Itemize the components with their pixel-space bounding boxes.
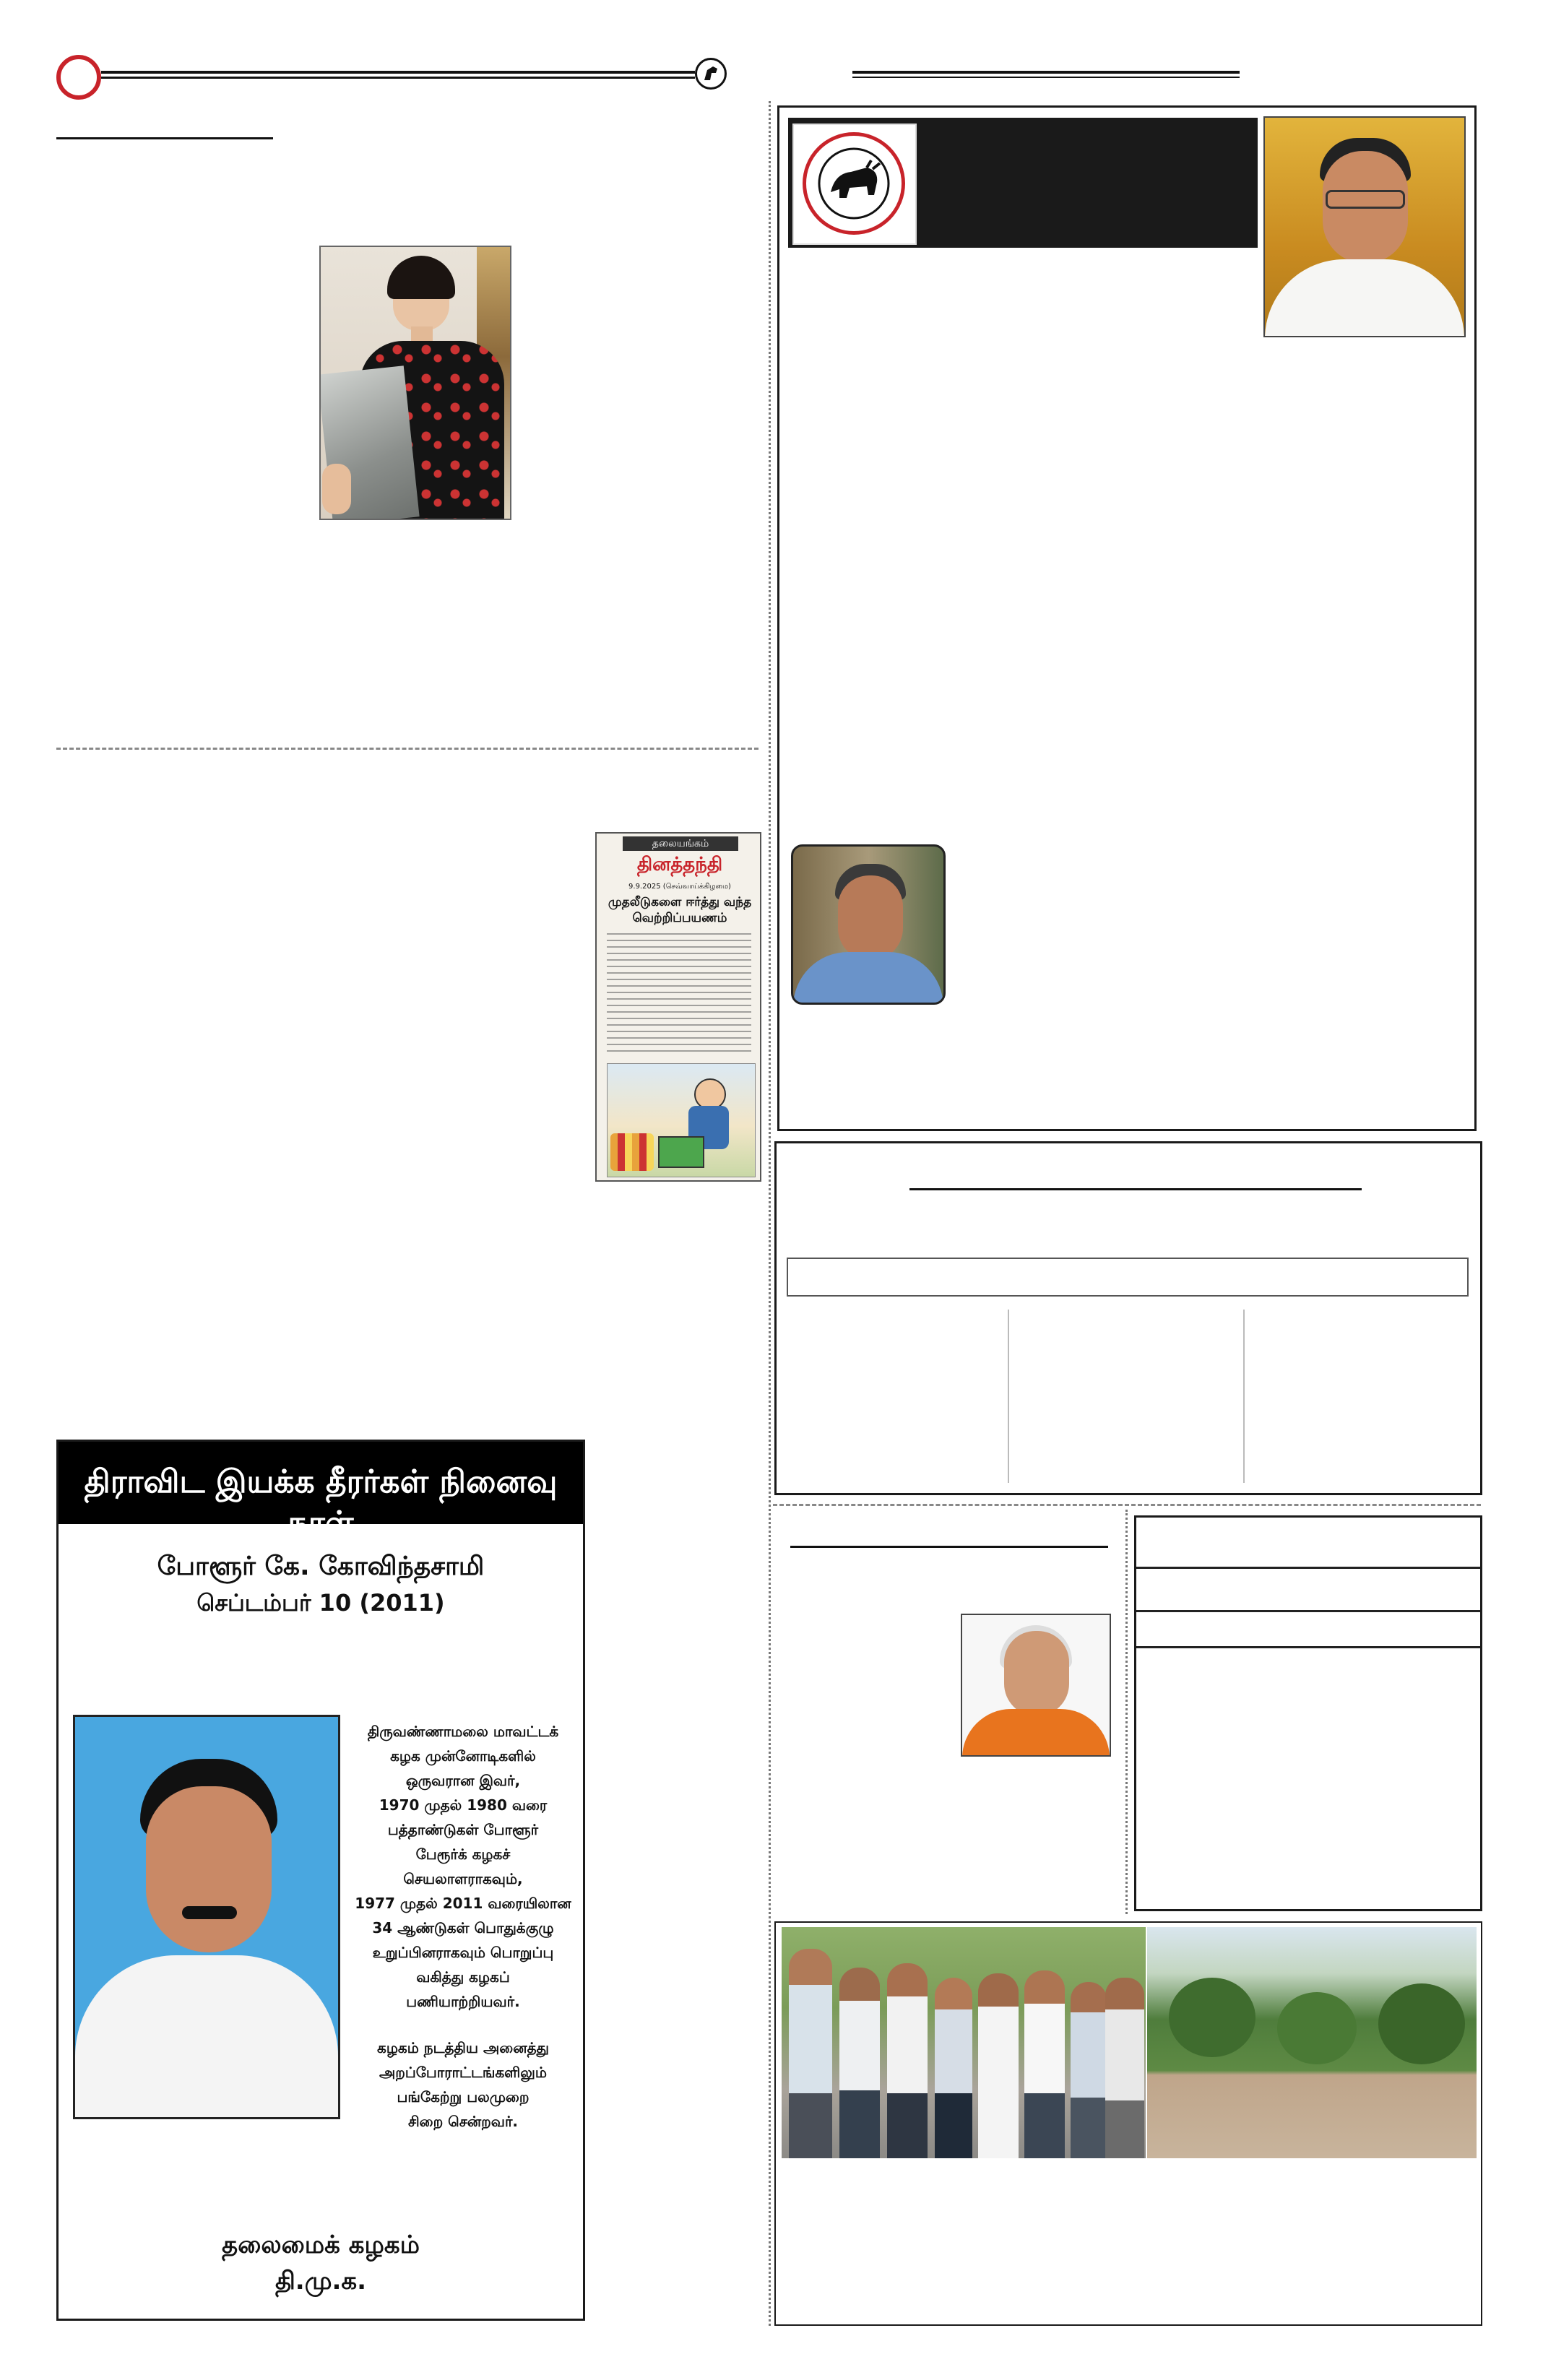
- woman-with-book-photo: [319, 246, 511, 520]
- cartoon-crowd: [610, 1133, 654, 1171]
- horse-icon: [695, 58, 727, 90]
- clip-headline: முதலீடுகளை ஈர்த்து வந்த வெற்றிப்பயணம்: [608, 895, 752, 925]
- bio-line: 1977 முதல் 2011 வரையிலான: [355, 1895, 571, 1912]
- bio-line: 1970 முதல் 1980 வரை: [379, 1796, 548, 1814]
- memorial-footer-party: தி.மு.க.: [275, 2267, 367, 2295]
- saffron-shirt: [962, 1709, 1110, 1757]
- clip-paper-name: தினத்தந்தி: [636, 854, 723, 875]
- bio-line: கழக முன்னோடிகளில்: [390, 1747, 536, 1765]
- lower-column-separator: [1125, 1510, 1128, 1914]
- bio-line: அறப்போராட்டங்களிலும்: [379, 2064, 547, 2081]
- columnist-face: [838, 875, 903, 961]
- bio-line: சிறை சென்றவர்.: [407, 2113, 518, 2130]
- right-header-rule-bottom: [852, 77, 1240, 78]
- hair: [387, 256, 455, 299]
- leader-shirt: [1265, 259, 1464, 337]
- side-table-row-1: [1136, 1567, 1480, 1569]
- person-4: [935, 1978, 972, 2158]
- bio-line: பேரூர்க் கழகச்: [415, 1845, 511, 1863]
- middle-box-title-rule: [909, 1188, 1362, 1190]
- clip-date: 9.9.2025 (செவ்வாய்க்கிழமை): [628, 883, 731, 891]
- memorial-bio-2: [347, 2035, 579, 2134]
- masthead-rule-top: [101, 71, 695, 74]
- bio-line: ஒருவரான இவர்,: [405, 1772, 521, 1789]
- saffron-leader-photo: [961, 1614, 1111, 1757]
- memorial-portrait: [73, 1715, 340, 2119]
- clip-caption: தலையங்கம்: [623, 836, 738, 851]
- feature-box-middle: [774, 1141, 1482, 1495]
- side-table-box: [1134, 1515, 1482, 1911]
- person-8: [1105, 1978, 1144, 2158]
- memorial-name: போளூர் கே. கோவிந்தசாமி: [157, 1552, 485, 1581]
- left-section-divider: [56, 748, 758, 750]
- right-header-rule-top: [852, 71, 1240, 74]
- person-7: [1071, 1982, 1107, 2158]
- person-6: [1024, 1970, 1065, 2158]
- right-section-divider: [773, 1504, 1481, 1506]
- cartoon-trolley: [658, 1136, 704, 1168]
- newspaper-clipping: [595, 832, 761, 1182]
- bio-line: பங்கேற்று பலமுறை: [397, 2088, 530, 2106]
- bio-line: செயலாளராகவும்,: [403, 1870, 523, 1887]
- clip-cartoon: [607, 1063, 756, 1177]
- columnist-portrait: [791, 844, 946, 1005]
- memorial-header: [59, 1442, 583, 1541]
- saffron-face: [1004, 1631, 1069, 1716]
- memorial-date: செப்டம்பர் 10 (2011): [196, 1589, 445, 1617]
- middle-col-divider-2: [1243, 1310, 1245, 1483]
- masthead-rule-bottom: [101, 77, 695, 79]
- bio-line: பணியாற்றியவர்.: [406, 1993, 520, 2010]
- bio-line: கழகம் நடத்திய அனைத்து: [377, 2039, 549, 2056]
- memorial-header-text: திராவிட இயக்க தீரர்கள் நினைவு நாள்: [84, 1463, 558, 1541]
- side-table-row-2: [1136, 1610, 1480, 1612]
- memorial-box: [56, 1440, 585, 2321]
- bull-icon: [806, 136, 902, 231]
- columnist-shirt: [793, 952, 943, 1005]
- feature-box-top: [777, 105, 1477, 1131]
- bio-line: உறுப்பினராகவும் பொறுப்பு: [372, 1944, 554, 1961]
- bio-line: திருவண்ணாமலை மாவட்டக்: [367, 1723, 559, 1740]
- person-2: [839, 1968, 880, 2158]
- open-land-photo: [1147, 1927, 1477, 2158]
- tree-1: [1169, 1978, 1255, 2057]
- section-underline: [56, 137, 273, 139]
- tree-3: [1378, 1983, 1465, 2064]
- bio-line: வகித்து கழகப்: [416, 1968, 510, 1986]
- lower-article-rule: [790, 1546, 1108, 1548]
- portrait-mustache: [182, 1906, 237, 1919]
- bio-line: பத்தாண்டுகள் போளூர்: [387, 1821, 539, 1838]
- person-3: [887, 1963, 928, 2158]
- memorial-bio-1: [347, 1719, 579, 2014]
- portrait-shirt: [75, 1955, 338, 2119]
- officials-group-photo: [782, 1927, 1146, 2158]
- ring-icon: [56, 55, 101, 100]
- leader-portrait: [1263, 116, 1466, 337]
- middle-col-divider-1: [1008, 1310, 1009, 1483]
- middle-box-bar: [787, 1258, 1469, 1297]
- memorial-footer-org: தலைமைக் கழகம்: [222, 2230, 420, 2259]
- leader-glasses: [1326, 190, 1405, 209]
- side-table-row-3: [1136, 1646, 1480, 1648]
- bull-logo-ring: [803, 132, 905, 235]
- photo-report-box: [774, 1921, 1482, 2326]
- bull-logo: [792, 124, 917, 245]
- person-1: [789, 1949, 832, 2158]
- tree-2: [1277, 1992, 1357, 2064]
- portrait-face: [146, 1786, 272, 1952]
- hand: [322, 464, 351, 514]
- bio-line: 34 ஆண்டுகள் பொதுக்குழு: [372, 1919, 554, 1937]
- clip-body-text: [607, 933, 751, 1056]
- column-separator: [769, 101, 771, 2326]
- person-5: [978, 1973, 1019, 2158]
